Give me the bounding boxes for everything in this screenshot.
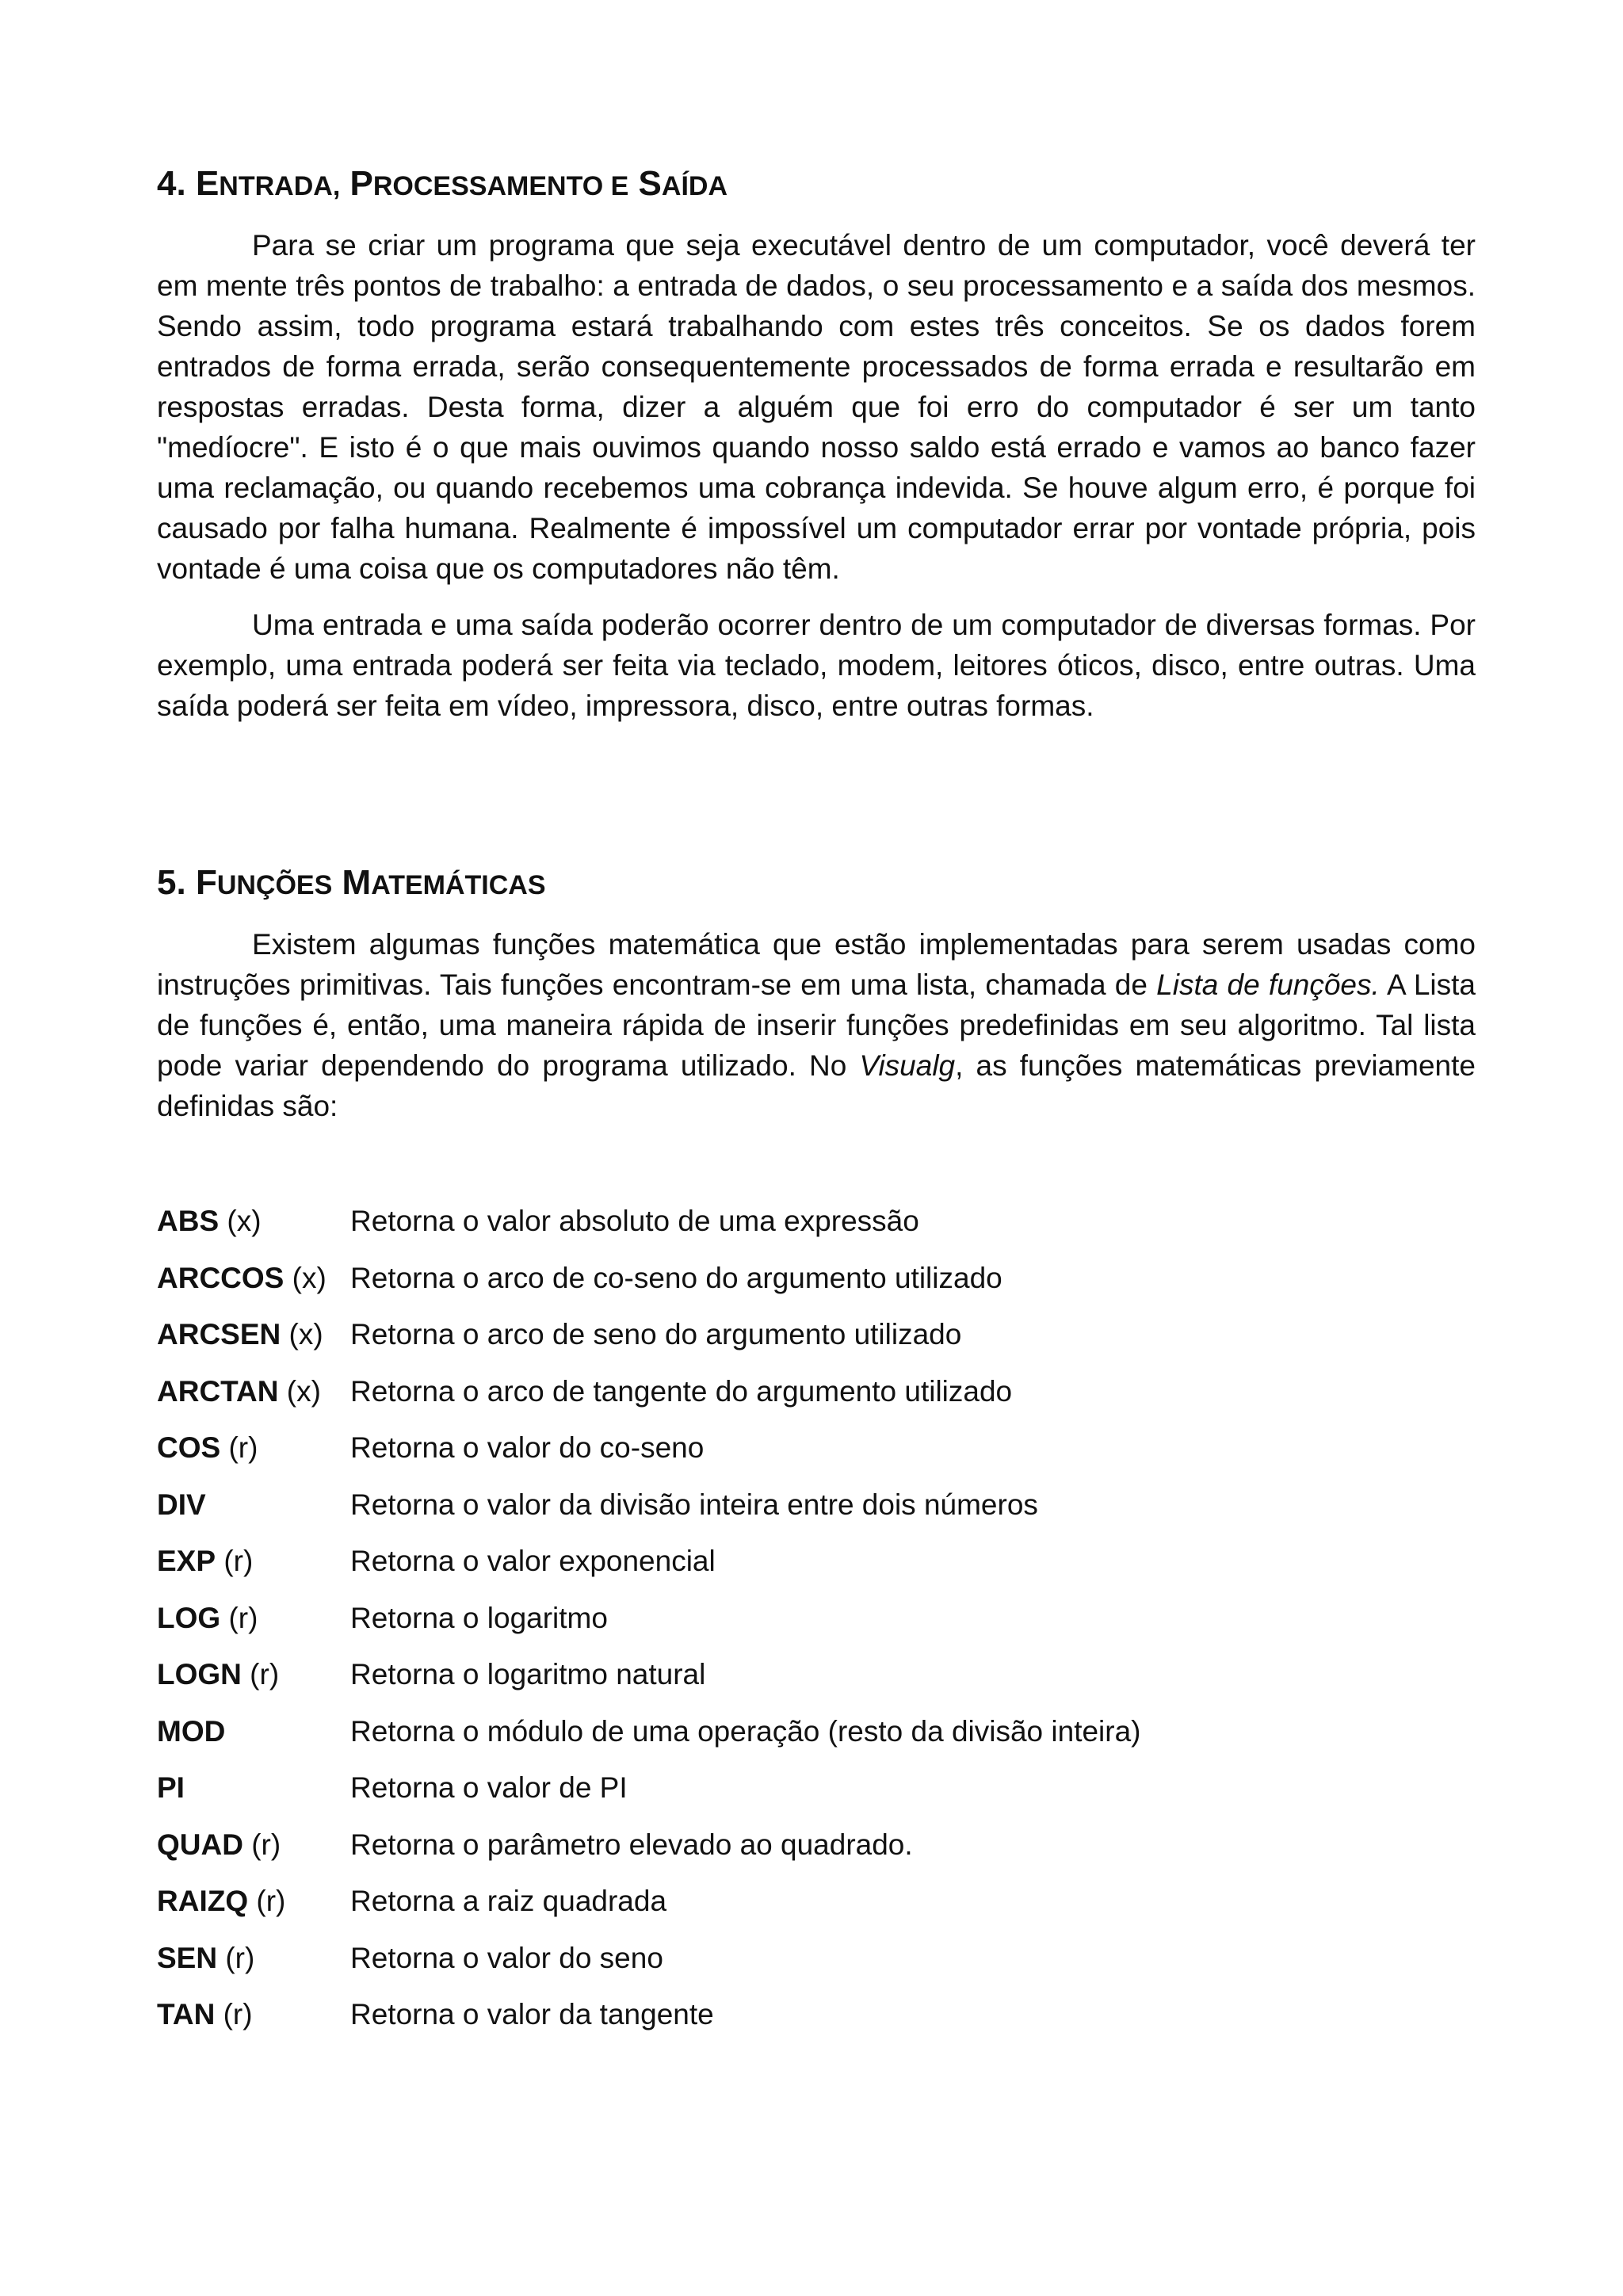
function-arg: (x): [284, 1261, 327, 1294]
function-description: Retorna o valor absoluto de uma expressão: [350, 1205, 919, 1237]
function-arg: (r): [215, 1998, 253, 2030]
function-row: [157, 1258, 1476, 1315]
function-description: Retorna o valor do seno: [350, 1941, 663, 1974]
function-row: [157, 1938, 1476, 1995]
function-row: [157, 1484, 1476, 1541]
function-row: [157, 1994, 1476, 2051]
function-description: Retorna o arco de tangente do argumento utilizado: [350, 1374, 1013, 1408]
section-4-body: [157, 225, 1476, 726]
function-description: Retorna o arco de seno do argumento utilizado: [350, 1318, 962, 1350]
function-description: Retorna a raiz quadrada: [350, 1885, 667, 1917]
intro-text-a: Existem algumas funções matemática que estão implementadas para serem usadas como instruções primitivas. Tais funções encontram-se em uma lista, chamada de: [157, 928, 1476, 1001]
function-arg: (x): [278, 1374, 321, 1408]
function-keyword: SEN: [157, 1941, 218, 1974]
function-name: [157, 1201, 350, 1241]
function-name: [157, 1314, 350, 1354]
function-keyword: TAN: [157, 1998, 216, 2030]
section-4-title-word-2-initial: P: [349, 164, 373, 203]
function-name: [157, 1541, 350, 1581]
function-name: [157, 1654, 350, 1694]
function-keyword: QUAD: [157, 1828, 243, 1861]
section-4-title-word-3-rest: AÍDA: [661, 171, 727, 201]
function-description: Retorna o módulo de uma operação (resto da divisão inteira): [350, 1714, 1141, 1748]
section-4-paragraph-2: Uma entrada e uma saída poderão ocorrer dentro de um computador de diversas formas. Por exemplo, uma entrada poderá ser feita via teclado, modem, leitores óticos, disco, entre outras. Uma saída poderá ser feita em vídeo, impressora, disco, entre outras formas.: [157, 609, 1476, 722]
function-arg: (r): [242, 1828, 281, 1861]
intro-text-c: , as funções matemáticas previamente definidas são:: [157, 1049, 1476, 1122]
function-description: Retorna o parâmetro elevado ao quadrado.: [350, 1828, 913, 1861]
function-arg: (r): [248, 1885, 286, 1917]
function-name: [157, 1484, 350, 1525]
function-keyword: ARCSEN: [157, 1318, 281, 1350]
function-keyword: ARCCOS: [157, 1261, 285, 1294]
section-5-title-word-1-rest: UNÇÕES: [216, 870, 333, 900]
function-name: [157, 1427, 350, 1468]
intro-emphasis-visualg: Visualg: [859, 1049, 956, 1082]
function-description: Retorna o arco de co-seno do argumento utilizado: [350, 1261, 1002, 1294]
function-row: [157, 1201, 1476, 1258]
function-keyword: LOGN: [157, 1658, 242, 1690]
section-5-number: 5.: [157, 863, 186, 902]
function-description: Retorna o valor de PI: [350, 1771, 628, 1804]
function-keyword: PI: [157, 1771, 185, 1804]
function-keyword: EXP: [157, 1545, 216, 1577]
function-arg: (r): [216, 1545, 254, 1577]
section-5-title-word-2-rest: ATEMÁTICAS: [371, 870, 546, 900]
section-5-title-word-2-initial: M: [342, 863, 372, 902]
function-row: [157, 1881, 1476, 1938]
function-description: Retorna o valor exponencial: [350, 1545, 716, 1577]
function-name: [157, 1258, 350, 1298]
function-keyword: RAIZQ: [157, 1885, 249, 1917]
function-keyword: DIV: [157, 1488, 206, 1521]
section-5-title-word-1-initial: F: [195, 863, 217, 902]
function-arg: (r): [220, 1601, 258, 1634]
function-row: [157, 1598, 1476, 1655]
section-5-body: [157, 924, 1476, 1126]
section-5-intro-paragraph: [157, 924, 1476, 1126]
function-row: [157, 1654, 1476, 1711]
function-name: [157, 1767, 350, 1808]
intro-text-b: A Lista de funções é, então, uma maneira rápida de inserir funções predefinidas em seu algoritmo. Tal lista pode variar dependendo do programa utilizado. No: [157, 968, 1476, 1082]
function-keyword: ABS: [157, 1205, 220, 1237]
function-name: [157, 1371, 350, 1412]
function-keyword: LOG: [157, 1601, 221, 1634]
function-arg: (x): [219, 1205, 262, 1237]
function-description: Retorna o valor da divisão inteira entre dois números: [350, 1488, 1038, 1521]
function-row: [157, 1541, 1476, 1598]
section-4-paragraph-1: Para se criar um programa que seja executável dentro de um computador, você deverá ter em mente três pontos de trabalho: a entrada de dados, o seu processamento e a saída dos mesmos. Sendo assim, todo programa estará trabalhando com estes três conceitos. Se os dados forem entrados de forma errada, serão consequentemente processados de forma errada e resultarão em respostas erradas. Desta forma, dizer a alguém que foi erro do computador é ser um tanto "medíocre". E isto é o que mais ouvimos quando nosso saldo está errado e vamos ao banco fazer uma reclamação, ou quando recebemos uma cobrança indevida. Se houve algum erro, é porque foi causado por falha humana. Realmente é impossível um computador errar por vontade própria, pois vontade é uma coisa que os computadores não têm.: [157, 229, 1476, 585]
function-keyword: ARCTAN: [157, 1374, 279, 1408]
section-4-number: 4.: [157, 164, 186, 203]
function-keyword: MOD: [157, 1714, 226, 1748]
section-4-title-word-1-initial: E: [195, 164, 220, 203]
function-row: [157, 1371, 1476, 1428]
function-row: [157, 1711, 1476, 1768]
section-4-heading: [157, 163, 727, 207]
function-name: [157, 1824, 350, 1865]
function-description: Retorna o valor do co-seno: [350, 1431, 705, 1464]
section-5-heading: [157, 862, 546, 906]
function-name: [157, 1711, 350, 1752]
function-name: [157, 1598, 350, 1638]
function-description: Retorna o logaritmo: [350, 1601, 608, 1634]
function-row: [157, 1824, 1476, 1881]
math-function-list: [157, 1201, 1476, 2051]
function-arg: (x): [281, 1318, 323, 1350]
function-name: [157, 1994, 350, 2034]
function-row: [157, 1767, 1476, 1824]
section-4-title-word-1-rest: NTRADA,: [219, 171, 341, 201]
function-name: [157, 1938, 350, 1978]
function-keyword: COS: [157, 1431, 221, 1464]
function-arg: (r): [220, 1431, 258, 1464]
function-arg: (r): [217, 1941, 255, 1974]
function-description: Retorna o valor da tangente: [350, 1998, 714, 2030]
intro-emphasis-lista: Lista de funções.: [1156, 968, 1380, 1001]
function-name: [157, 1881, 350, 1921]
section-4-title-word-3-initial: S: [638, 164, 662, 203]
function-description: Retorna o logaritmo natural: [350, 1658, 706, 1690]
function-row: [157, 1314, 1476, 1371]
function-row: [157, 1427, 1476, 1484]
function-arg: (r): [241, 1658, 280, 1690]
section-4-title-word-2-rest: ROCESSAMENTO E: [372, 171, 629, 201]
